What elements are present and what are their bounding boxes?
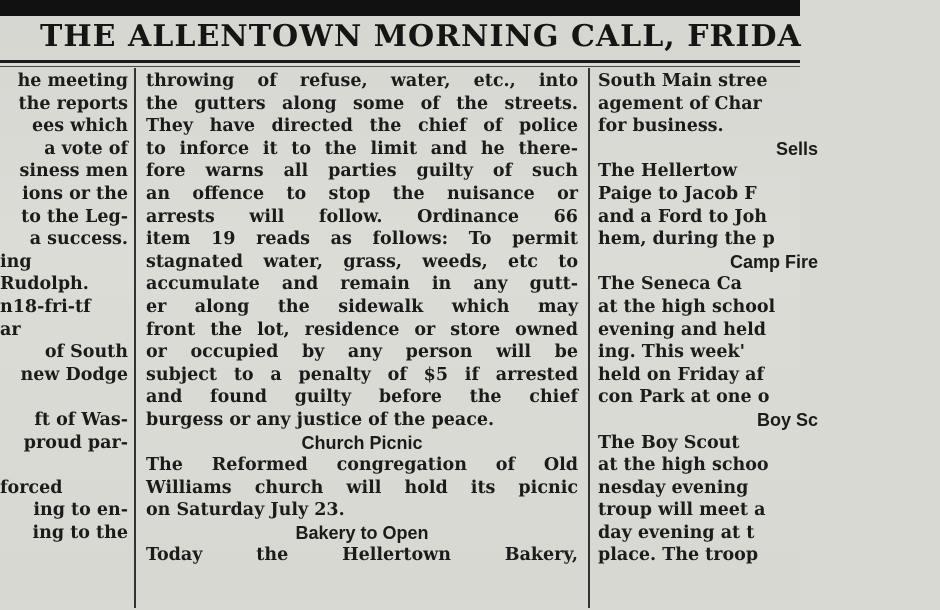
text-line: ing to en- [33,500,128,521]
text-line: The Seneca Ca [598,274,742,295]
article-heading: Boy Sc [756,409,818,430]
text-line: held on Friday af [598,364,765,385]
text-line: accumulate and remain in any gutt- [146,274,578,295]
text-line: and a Ford to Joh [598,206,768,227]
column-divider-right [588,68,590,608]
text-line: agement of Char [598,93,762,114]
article-heading: Church Picnic [301,432,423,453]
text-line: or occupied by any person will be [146,342,578,363]
text-line: throwing of refuse, water, etc., into [146,71,578,91]
text-line: subject to a penalty of $5 if arrested [146,364,578,385]
text-line: evening and held [598,319,766,340]
text-line: nesday evening [598,477,749,498]
text-line: day evening at t [598,522,755,543]
text-line: place. The troop [598,545,759,566]
text-line: They have directed the chief of police [146,116,578,137]
text-line: ions or the [22,183,128,204]
text-line: to the Leg- [21,206,128,227]
text-line: Paige to Jacob F [598,183,757,204]
text-line: he meeting [17,71,128,91]
text-line: ing to the [32,522,128,543]
masthead-rule-thin [0,66,800,67]
text-line: for business. [598,116,724,137]
text-line: new Dodge [20,364,128,385]
text-line: the reports [18,93,128,114]
text-line: hem, during the p [598,229,775,250]
text-line: forced [0,477,63,498]
text-line: siness men [19,161,128,182]
masthead-title: THE ALLENTOWN MORNING CALL, FRIDA [40,19,802,54]
text-line: at the high schoo [598,455,769,476]
text-line: ees which [31,116,128,137]
text-line: ft of Was- [34,409,128,430]
column-divider-left [134,68,136,608]
text-line: to inforce it to the limit and he there- [146,138,578,159]
text-line: ing. This week' [598,342,745,363]
text-line: and found guilty before the chief [146,387,578,408]
text-line: the gutters along some of the streets. [146,93,578,114]
text-line: an offence to stop the nuisance or [146,183,578,204]
text-line: on Saturday July 23. [146,500,345,521]
article-heading: Sells [775,138,818,159]
column-left [0,70,128,610]
text-line: a vote of [44,138,128,159]
text-line: a success. [29,229,128,250]
text-line: burgess or any justice of the peace. [146,409,495,430]
text-line: Today the Hellertown Bakery, [146,545,578,566]
text-line: stagnated water, grass, weeds, etc to [146,251,578,272]
text-line: er along the sidewalk which may [146,296,578,317]
text-line: arrests will follow. Ordinance 66 [146,206,578,227]
article-heading: Bakery to Open [295,522,429,543]
text-line: at the high school [598,296,776,317]
text-line: proud par- [23,432,128,453]
text-line [0,386,128,409]
text-line: item 19 reads as follows: To permit [146,229,578,250]
column-center [146,70,578,610]
text-line: South Main stree [598,71,768,91]
column-right [598,70,818,610]
text-line: of South [44,342,128,363]
text-line: front the lot, residence or store owned [146,319,578,340]
article-heading: Camp Fire [729,251,818,272]
text-line [0,454,128,477]
text-line: troup will meet a [598,500,766,521]
text-line: fore warns all parties guilty of such [146,161,578,182]
text-line: ar [0,319,21,340]
masthead-rule [0,60,800,63]
text-line: The Reformed congregation of Old [146,455,578,476]
text-line: The Boy Scout [598,432,740,453]
text-line: ing [0,251,32,272]
text-line: con Park at one o [598,387,770,408]
text-line: n18-fri-tf [0,296,91,317]
text-line: Rudolph. [0,274,89,295]
text-line: Williams church will hold its picnic [146,477,578,498]
text-line: The Hellertow [598,161,738,182]
